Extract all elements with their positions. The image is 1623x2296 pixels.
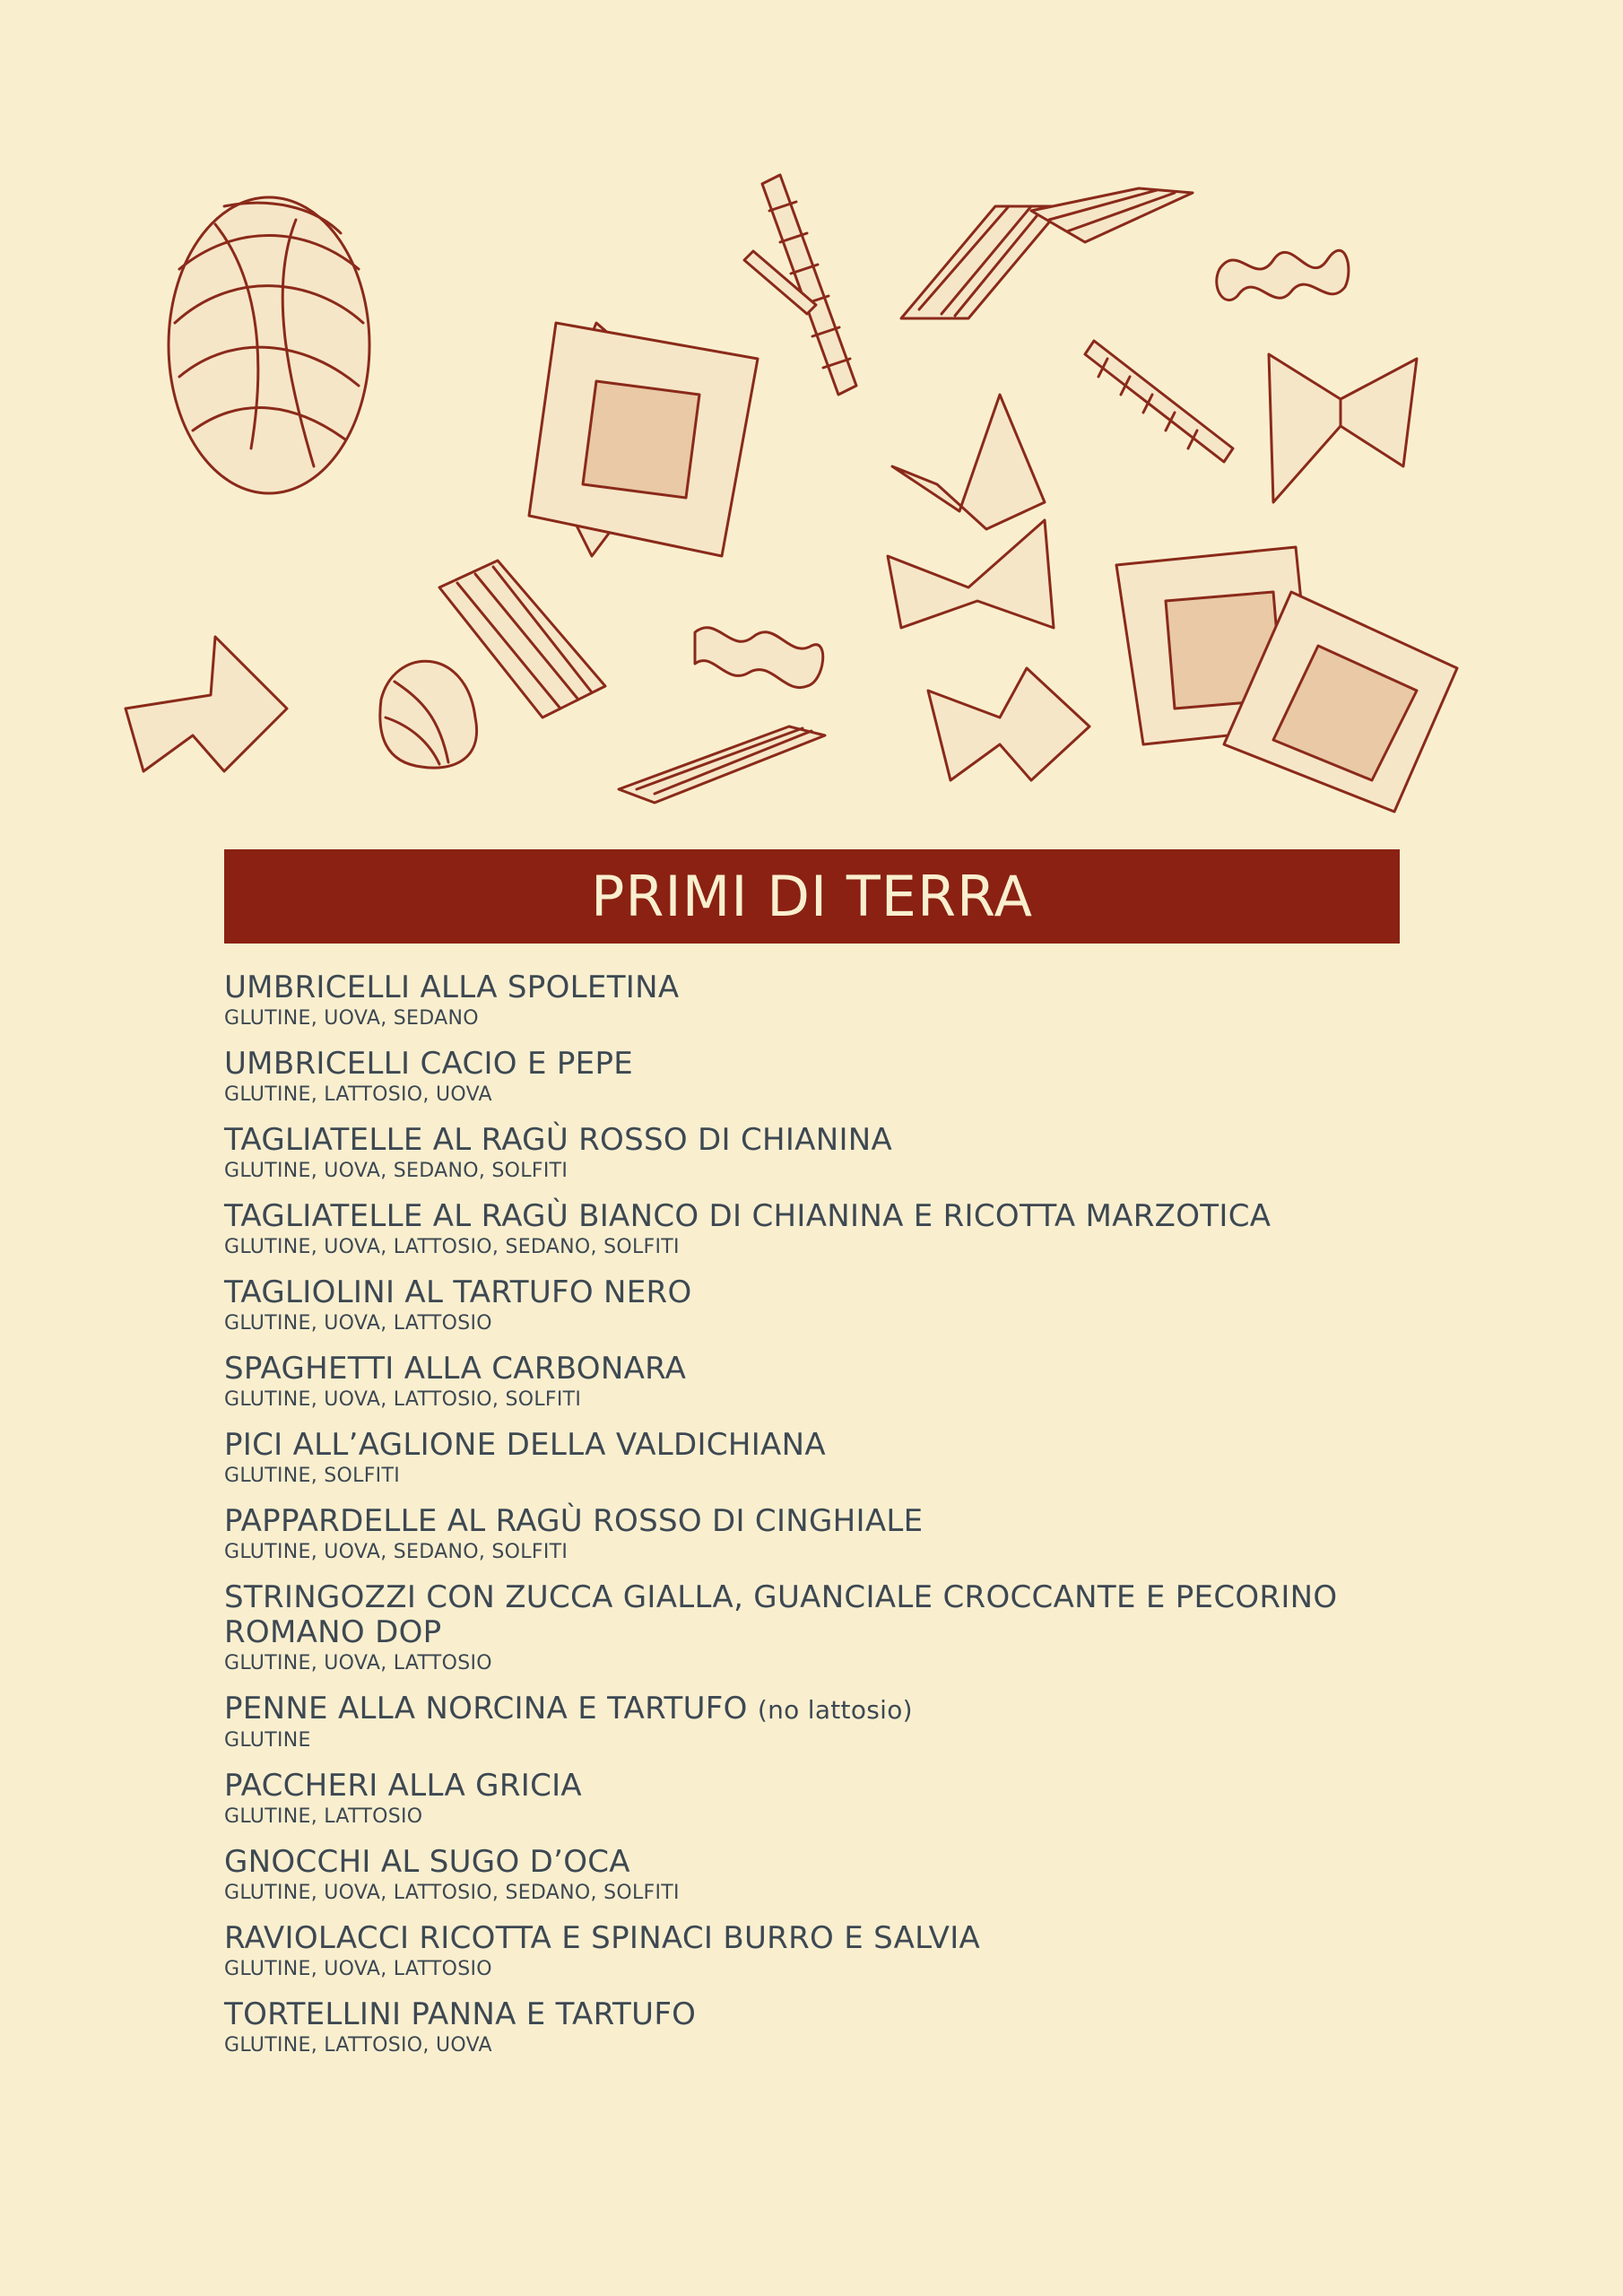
dish-allergens: GLUTINE, UOVA, SEDANO, SOLFITI (224, 1160, 568, 1182)
dish-name-text: TORTELLINI PANNA E TARTUFO (224, 1996, 697, 2032)
dish-name (224, 1692, 1390, 1727)
dish-allergens: GLUTINE, UOVA, LATTOSIO, SEDANO, SOLFITI (224, 1236, 680, 1258)
dish-name-text: PAPPARDELLE AL RAGÙ ROSSO DI CINGHIALE (224, 1503, 924, 1539)
farfalle-icon (888, 395, 1054, 628)
dish-name (224, 1504, 1390, 1539)
dish-name-text: UMBRICELLI CACIO E PEPE (224, 1046, 634, 1082)
section-banner (224, 849, 1400, 944)
section-title: PRIMI DI TERRA (590, 864, 1034, 929)
dish-note: (no lattosio) (757, 1695, 913, 1725)
menu-item (224, 1275, 1390, 1337)
menu-item (224, 1504, 1390, 1566)
dish-name (224, 1123, 1390, 1158)
menu-item (224, 1199, 1390, 1261)
farfalle-icon (126, 637, 287, 771)
fusilli-icon (1085, 341, 1233, 462)
dish-allergens: GLUTINE, LATTOSIO, UOVA (224, 2034, 492, 2057)
dish-allergens: GLUTINE (224, 1729, 311, 1752)
dish-name-text: RAVIOLACCI RICOTTA E SPINACI BURRO E SALVIA (224, 1920, 981, 1956)
dish-name-text: PACCHERI ALLA GRICIA (224, 1768, 582, 1804)
dish-name-text: TAGLIATELLE AL RAGÙ BIANCO DI CHIANINA E RICOTTA MARZOTICA (224, 1198, 1271, 1234)
dish-name-text: SPAGHETTI ALLA CARBONARA (224, 1351, 687, 1387)
dish-allergens: GLUTINE, UOVA, SEDANO (224, 1007, 479, 1030)
ravioli-pair-icon (1116, 547, 1457, 812)
menu-item (224, 1352, 1390, 1413)
penne-icon (901, 188, 1193, 318)
dish-allergens: GLUTINE, UOVA, SEDANO, SOLFITI (224, 1541, 568, 1563)
dish-name (224, 1275, 1390, 1310)
dish-name (224, 1769, 1390, 1804)
dish-allergens: GLUTINE, UOVA, LATTOSIO, SOLFITI (224, 1388, 582, 1411)
dish-allergens: GLUTINE, LATTOSIO, UOVA (224, 1083, 492, 1106)
menu-item (224, 1845, 1390, 1907)
dish-name-text: STRINGOZZI CON ZUCCA GIALLA, GUANCIALE CROCCANTE E PECORINO ROMANO DOP (224, 1579, 1338, 1650)
menu-item (224, 1692, 1390, 1754)
dish-name-text: PICI ALL’AGLIONE DELLA VALDICHIANA (224, 1427, 826, 1463)
fusilli-small-icon (695, 628, 823, 688)
tagliatelle-nest-icon (169, 197, 369, 493)
dish-name (224, 1997, 1390, 2032)
dish-allergens: GLUTINE, LATTOSIO (224, 1805, 423, 1828)
dish-name-text: TAGLIOLINI AL TARTUFO NERO (224, 1274, 692, 1310)
dish-name (224, 1921, 1390, 1956)
dish-name (224, 1352, 1390, 1387)
dish-allergens: GLUTINE, SOLFITI (224, 1465, 400, 1487)
dish-name-text: UMBRICELLI ALLA SPOLETINA (224, 970, 680, 1005)
dish-name (224, 1199, 1390, 1234)
fusilli-icon (744, 175, 856, 395)
fusilli-small-icon (1217, 250, 1349, 300)
ravioli-icon (529, 323, 758, 556)
dish-name-text: GNOCCHI AL SUGO D’OCA (224, 1844, 630, 1880)
dish-name (224, 1580, 1390, 1650)
menu-item (224, 1580, 1390, 1677)
menu-item (224, 1921, 1390, 1983)
conchiglia-icon (380, 661, 477, 768)
menu-item (224, 1123, 1390, 1185)
dish-allergens: GLUTINE, UOVA, LATTOSIO, SEDANO, SOLFITI (224, 1882, 680, 1904)
pasta-sketch-illustration (0, 0, 1623, 852)
menu-item (224, 1047, 1390, 1109)
farfalle-icon (1269, 354, 1417, 502)
dish-name-text: TAGLIATELLE AL RAGÙ ROSSO DI CHIANINA (224, 1122, 893, 1158)
dish-allergens: GLUTINE, UOVA, LATTOSIO (224, 1958, 492, 1980)
menu-item (224, 1997, 1390, 2059)
dish-name (224, 970, 1390, 1005)
menu-list (224, 970, 1390, 2074)
penne-icon (619, 726, 825, 803)
menu-item (224, 1769, 1390, 1831)
dish-name (224, 1428, 1390, 1463)
menu-item (224, 1428, 1390, 1490)
dish-name (224, 1845, 1390, 1880)
dish-allergens: GLUTINE, UOVA, LATTOSIO (224, 1312, 492, 1335)
farfalle-icon (928, 668, 1089, 780)
dish-allergens: GLUTINE, UOVA, LATTOSIO (224, 1652, 492, 1674)
dish-name (224, 1047, 1390, 1082)
menu-item (224, 970, 1390, 1032)
dish-name-text: PENNE ALLA NORCINA E TARTUFO (224, 1691, 748, 1726)
